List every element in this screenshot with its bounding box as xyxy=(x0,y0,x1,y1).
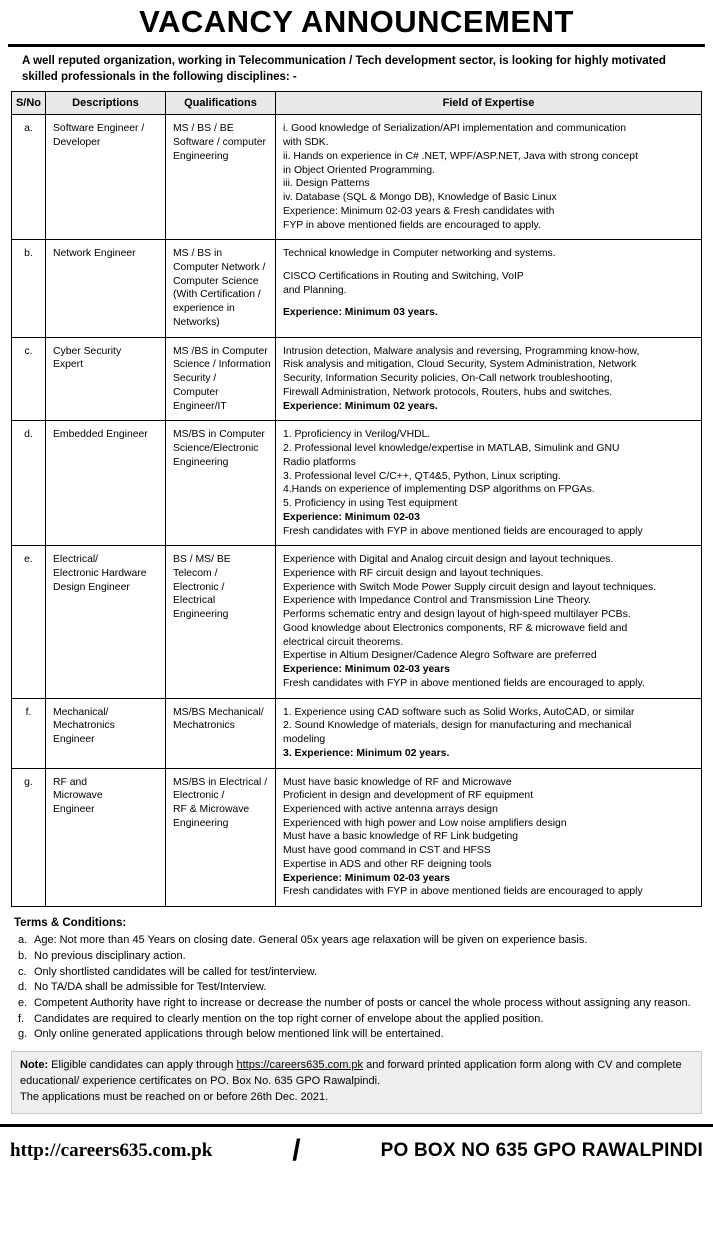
list-text: Candidates are required to clearly mention on the top right corner of envelope about the applied position. xyxy=(34,1012,544,1025)
note-text-before-link: Eligible candidates can apply through xyxy=(48,1058,237,1071)
row-qualification: MS / BS in Computer Network / Computer Science (With Certification / experience in Networks) xyxy=(166,240,276,337)
row-description: Cyber Security Expert xyxy=(46,337,166,421)
spacer xyxy=(283,297,695,306)
row-sno: c. xyxy=(12,337,46,421)
table-row xyxy=(12,115,702,240)
list-text: Competent Authority have right to increase or decrease the number of posts or cancel the whole process without assigning any reason. xyxy=(34,996,691,1009)
note-paragraph xyxy=(20,1058,693,1090)
footer-separator: / xyxy=(292,1133,301,1167)
list-marker: c. xyxy=(18,965,27,978)
list-item xyxy=(14,1027,701,1043)
list-item xyxy=(14,996,701,1012)
table-row xyxy=(12,768,702,907)
list-text: Only online generated applications through below mentioned link will be entertained. xyxy=(34,1028,444,1041)
footer xyxy=(0,1124,713,1176)
vacancy-table xyxy=(11,91,702,907)
list-text: Only shortlisted candidates will be called for test/interview. xyxy=(34,965,318,978)
careers-link[interactable]: https://careers635.com.pk xyxy=(236,1058,364,1071)
note-label: Note: xyxy=(20,1058,49,1071)
terms-heading: Terms & Conditions: xyxy=(14,917,127,930)
row-expertise: Intrusion detection, Malware analysis and reversing, Programming know-how, Risk analysis and mitigation, Cloud Security, System Administration, Network Security, Information Security policies, On-Call network troubleshooting, Firewall Administration, Network protocols, Routers, hubs and switches. Experience: Minimum 02 years. xyxy=(276,337,702,421)
table-row xyxy=(12,421,702,546)
terms-and-conditions xyxy=(14,915,701,1043)
row-sno: d. xyxy=(12,421,46,546)
page-title: VACANCY ANNOUNCEMENT xyxy=(139,4,574,39)
row-expertise: 1. Experience using CAD software such as Solid Works, AutoCAD, or similar 2. Sound Knowledge of materials, design for manufacturing and mechanical modeling 3. Experience: Minimum 02 years. xyxy=(276,698,702,768)
list-marker: f. xyxy=(18,1012,25,1025)
row-sno: f. xyxy=(12,698,46,768)
row-qualification: MS /BS in Computer Science / Information Security / Computer Engineer/IT xyxy=(166,337,276,421)
header xyxy=(0,0,713,41)
row-qualification: BS / MS/ BE Telecom / Electronic / Electrical Engineering xyxy=(166,546,276,698)
table-header-row xyxy=(12,91,702,115)
table-row xyxy=(12,546,702,698)
list-item xyxy=(14,965,701,981)
column-header-sno: S/No xyxy=(12,91,46,115)
list-text: No TA/DA shall be admissible for Test/Interview. xyxy=(34,981,267,994)
note-deadline: The applications must be reached on or before 26th Dec. 2021. xyxy=(20,1090,329,1103)
list-item xyxy=(14,949,701,965)
note-text-after-link: and forward printed application form along with CV and complete educational/ experience certificates on PO. Box No. 635 GPO Rawalpindi. xyxy=(20,1058,682,1087)
list-text: Age: Not more than 45 Years on closing date. General 05x years age relaxation will be given on experience basis. xyxy=(34,934,588,947)
row-sno: b. xyxy=(12,240,46,337)
list-item xyxy=(14,1012,701,1028)
row-expertise: Must have basic knowledge of RF and Microwave Proficient in design and development of RF equipment Experienced with active antenna arrays design Experienced with high power and Low noise amplifiers design Must have a basic knowledge of RF Link budgeting Must have good command in CST and HFSS Expertise in ADS and other RF deigning tools Experience: Minimum 02-03 years Fresh candidates with FYP in above mentioned fields are encouraged to apply xyxy=(276,768,702,907)
table-header xyxy=(12,91,702,115)
list-text: No previous disciplinary action. xyxy=(34,950,186,963)
table-body xyxy=(12,115,702,907)
terms-list xyxy=(14,933,701,1042)
row-expertise: 1. Pproficiency in Verilog/VHDL. 2. Professional level knowledge/expertise in MATLAB, Simulink and GNU Radio platforms 3. Professional level C/C++, QT4&5, Python, Linux scripting. 4.Hands on experience of implementing DSP algorithms on FPGAs. 5. Proficiency in using Test equipment Experience: Minimum 02-03 Fresh candidates with FYP in above mentioned fields are encouraged to apply xyxy=(276,421,702,546)
list-item xyxy=(14,933,701,949)
row-sno: a. xyxy=(12,115,46,240)
list-marker: a. xyxy=(18,934,28,947)
row-description: Electrical/ Electronic Hardware Design Engineer xyxy=(46,546,166,698)
column-header-descriptions: Descriptions xyxy=(46,91,166,115)
list-item xyxy=(14,980,701,996)
column-header-qualifications: Qualifications xyxy=(166,91,276,115)
list-marker: e. xyxy=(18,996,28,1009)
table-row xyxy=(12,240,702,337)
intro-paragraph: A well reputed organization, working in Telecommunication / Tech development sector, is looking for highly motivated skilled professionals in the following disciplines: - xyxy=(22,54,666,84)
row-qualification: MS/BS in Computer Science/Electronic Engineering xyxy=(166,421,276,546)
footer-website-url[interactable]: http://careers635.com.pk xyxy=(10,1139,213,1161)
row-sno: g. xyxy=(12,768,46,907)
note-box xyxy=(11,1051,702,1114)
table-row xyxy=(12,337,702,421)
footer-po-box: PO BOX NO 635 GPO RAWALPINDI xyxy=(380,1139,703,1161)
row-qualification: MS/BS in Electrical / Electronic / RF & Microwave Engineering xyxy=(166,768,276,907)
row-description: Embedded Engineer xyxy=(46,421,166,546)
row-qualification: MS/BS Mechanical/ Mechatronics xyxy=(166,698,276,768)
spacer xyxy=(283,261,695,270)
row-expertise: Experience with Digital and Analog circuit design and layout techniques. Experience with RF circuit design and layout techniques. Experience with Switch Mode Power Supply circuit design and layout techniques. Experience with Impedance Control and Transmission Line Theory. Performs schematic entry and design layout of high-speed multilayer PCBs. Good knowledge about Electronics components, RF & microwave field and electrical circuit theorems. Expertise in Altium Designer/Cadence Alegro Software are preferred Experience: Minimum 02-03 years Fresh candidates with FYP in above mentioned fields are encouraged to apply. xyxy=(276,546,702,698)
list-marker: d. xyxy=(18,981,28,994)
row-sno: e. xyxy=(12,546,46,698)
row-description: RF and Microwave Engineer xyxy=(46,768,166,907)
column-header-field-of-expertise: Field of Expertise xyxy=(276,91,702,115)
row-description: Mechanical/ Mechatronics Engineer xyxy=(46,698,166,768)
list-marker: b. xyxy=(18,950,28,963)
row-qualification: MS / BS / BE Software / computer Engineering xyxy=(166,115,276,240)
table-row xyxy=(12,698,702,768)
row-expertise: i. Good knowledge of Serialization/API implementation and communication with SDK. ii. Hands on experience in C# .NET, WPF/ASP.NET, Java with strong concept in Object Oriented Programming. iii. Design Patterns iv. Database (SQL & Mongo DB), Knowledge of Basic Linux Experience: Minimum 02-03 years & Fresh candidates with FYP in above mentioned fields are encouraged to apply. xyxy=(276,115,702,240)
row-description: Software Engineer / Developer xyxy=(46,115,166,240)
row-description: Network Engineer xyxy=(46,240,166,337)
list-marker: g. xyxy=(18,1028,28,1041)
row-expertise: Technical knowledge in Computer networking and systems. CISCO Certifications in Routing and Switching, VoIP and Planning. Experience: Minimum 03 years. xyxy=(276,240,702,337)
